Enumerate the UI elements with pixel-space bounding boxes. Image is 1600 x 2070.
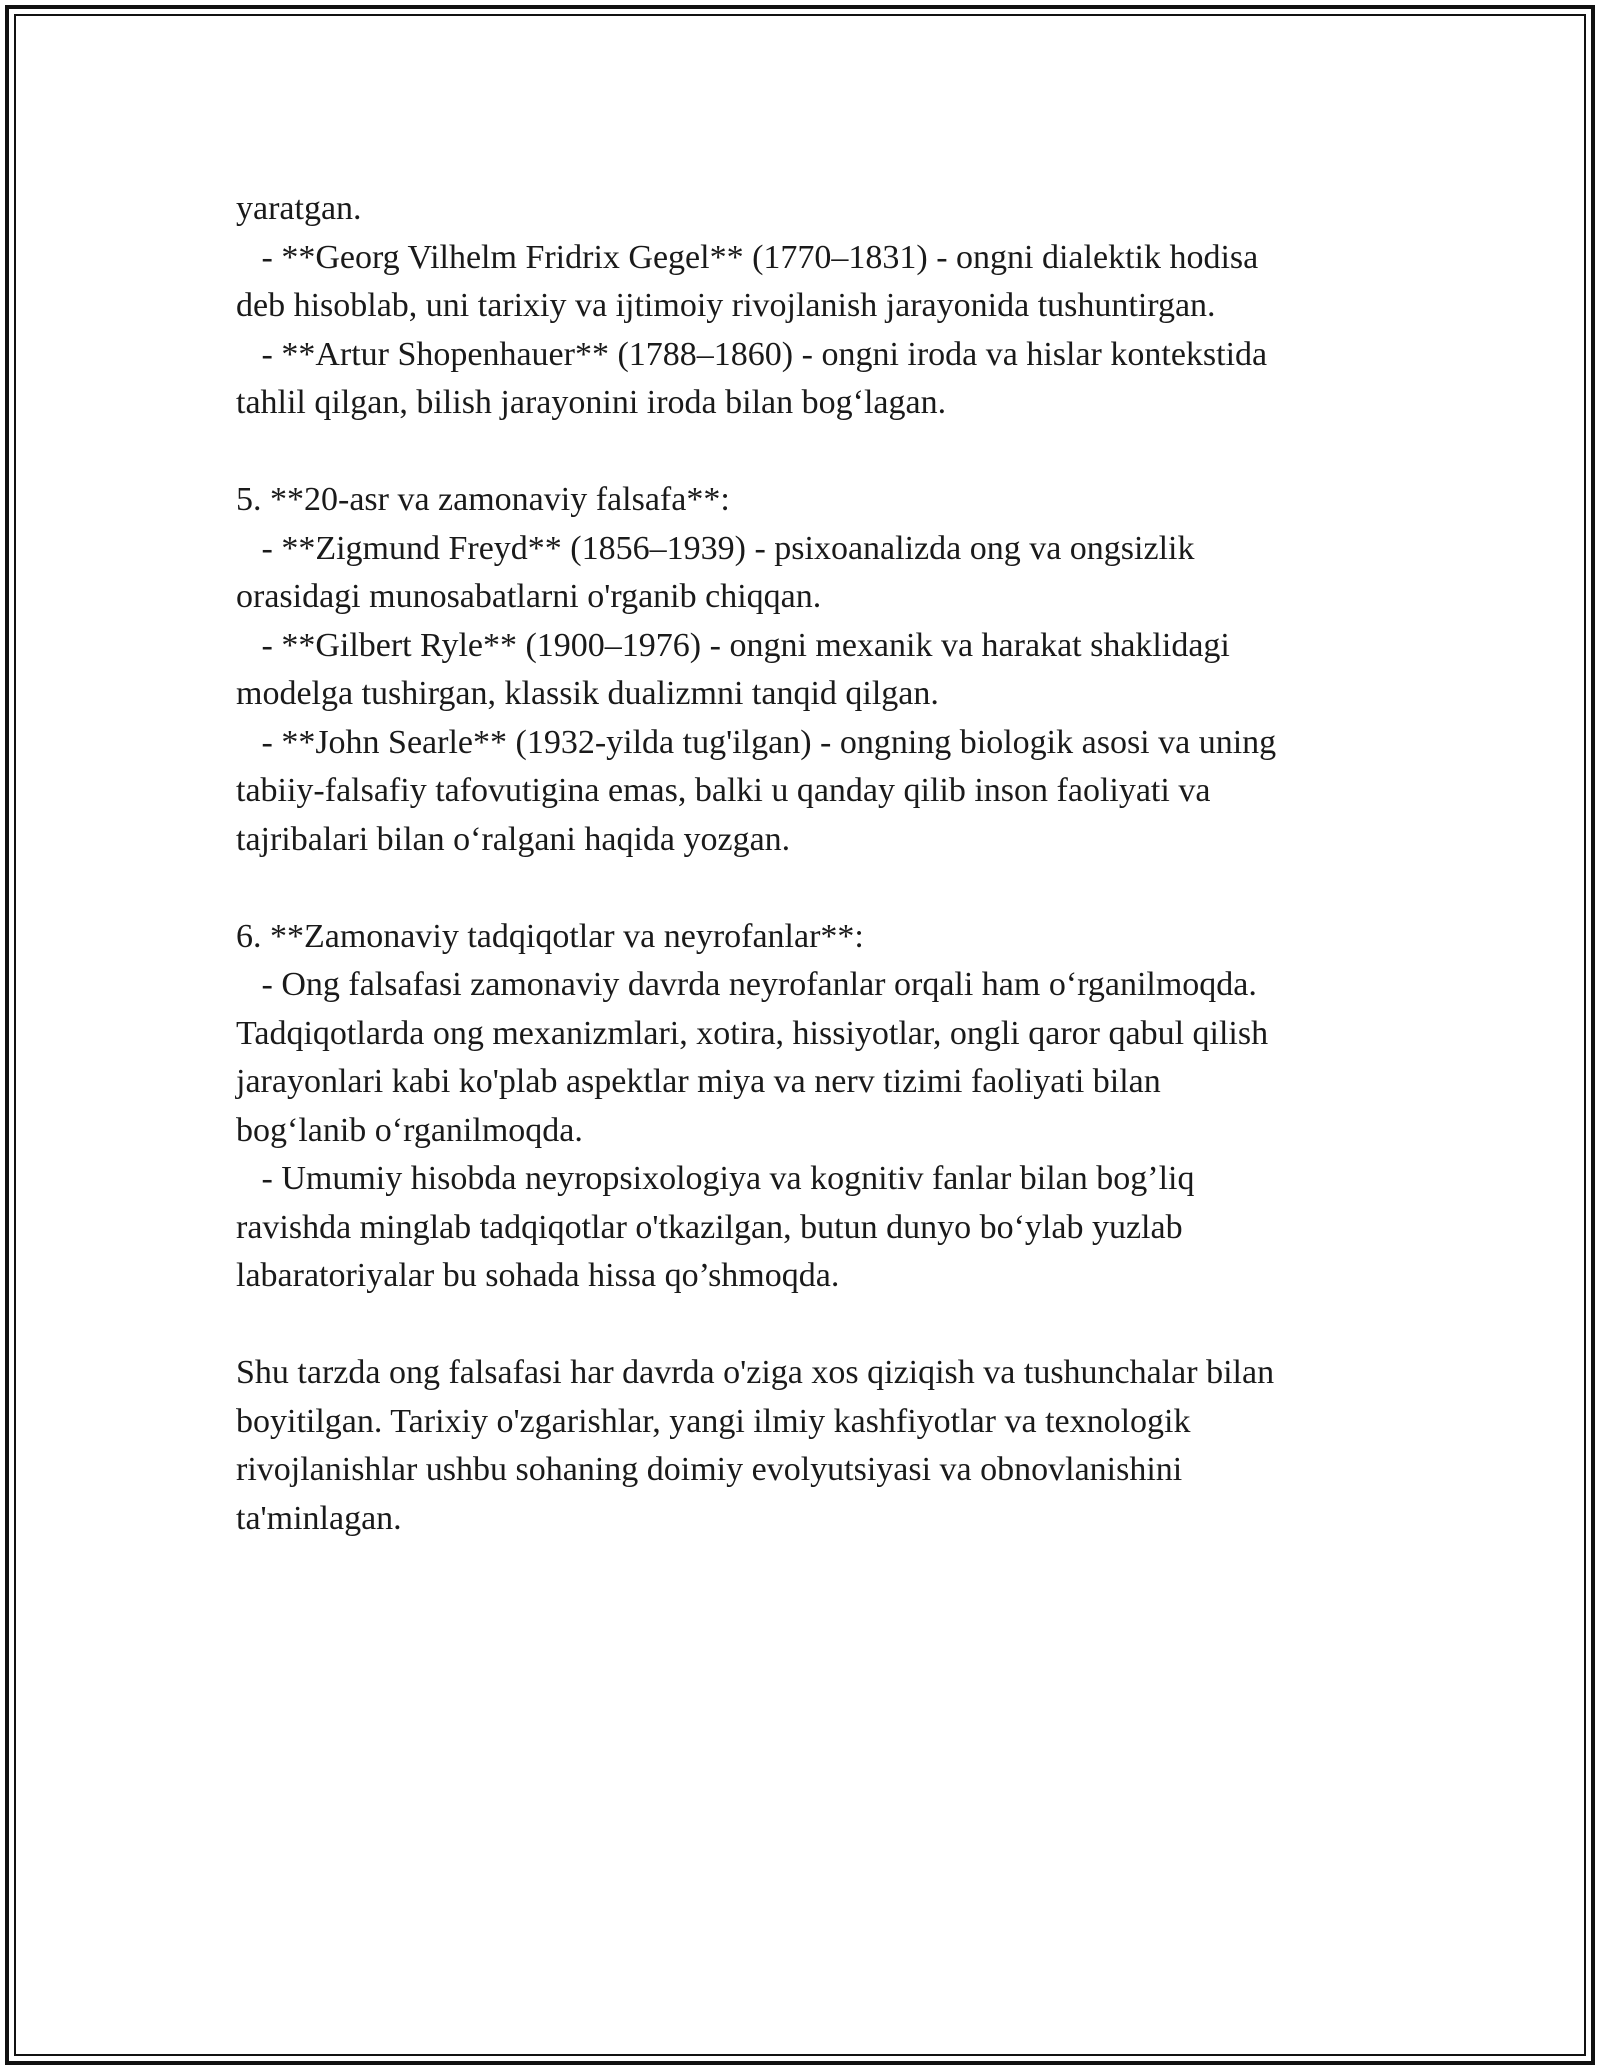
text-line: tabiiy-falsafiy tafovutigina emas, balki u qanday qilib inson faoliyati va — [236, 772, 1211, 809]
text-line: yaratgan. — [236, 190, 362, 227]
text-line: - **Georg Vilhelm Fridrix Gegel** (1770–1831) - ongni dialektik hodisa — [236, 238, 1259, 276]
text-line: orasidagi munosabatlarni o'rganib chiqqan. — [236, 578, 822, 615]
text-line: bog‘lanib o‘rganilmoqda. — [236, 1111, 583, 1149]
text-line: - **Gilbert Ryle** (1900–1976) - ongni mexanik va harakat shaklidagi — [236, 626, 1230, 664]
text-line: labaratoriyalar bu sohada hissa qo’shmoqda. — [236, 1257, 840, 1294]
section-heading: 5. **20-asr va zamonaviy falsafa**: — [236, 481, 730, 518]
text-line: tajribalari bilan o‘ralgani haqida yozgan. — [236, 820, 791, 858]
text-line: deb hisoblab, uni tarixiy va ijtimoiy rivojlanish jarayonida tushuntirgan. — [236, 287, 1216, 324]
text-line: jarayonlari kabi ko'plab aspektlar miya va nerv tizimi faoliyati bilan — [236, 1063, 1161, 1100]
text-line: ta'minlagan. — [236, 1499, 402, 1537]
text-line: - Ong falsafasi zamonaviy davrda neyrofanlar orqali ham o‘rganilmoqda. — [236, 966, 1257, 1003]
text-line: modelga tushirgan, klassik dualizmni tanqid qilgan. — [236, 675, 939, 712]
paragraph-gap — [236, 428, 1416, 477]
paragraph-gap — [236, 864, 1416, 913]
text-line: - Umumiy hisobda neyropsixologiya va kognitiv fanlar bilan bog’liq — [236, 1160, 1195, 1197]
paragraph-gap — [236, 1301, 1416, 1350]
text-line: Tadqiqotlarda ong mexanizmlari, xotira, hissiyotlar, ongli qaror qabul qilish — [236, 1014, 1269, 1052]
text-line: - **Zigmund Freyd** (1856–1939) - psixoanalizda ong va ongsizlik — [236, 529, 1195, 567]
text-line: rivojlanishlar ushbu sohaning doimiy evolyutsiyasi va obnovlanishini — [236, 1451, 1183, 1488]
text-line: Shu tarzda ong falsafasi har davrda o'ziga xos qiziqish va tushunchalar bilan — [236, 1354, 1275, 1391]
text-line: tahlil qilgan, bilish jarayonini iroda bilan bog‘lagan. — [236, 384, 947, 421]
text-line: ravishda minglab tadqiqotlar o'tkazilgan, butun dunyo bo‘ylab yuzlab — [236, 1208, 1183, 1246]
document-body — [236, 185, 1416, 1543]
text-line: boyitilgan. Tarixiy o'zgarishlar, yangi ilmiy kashfiyotlar va texnologik — [236, 1402, 1191, 1440]
text-line: - **Artur Shopenhauer** (1788–1860) - ongni iroda va hislar kontekstida — [236, 335, 1268, 373]
section-heading: 6. **Zamonaviy tadqiqotlar va neyrofanlar**: — [236, 917, 864, 955]
text-line: - **John Searle** (1932-yilda tug'ilgan) - ongning biologik asosi va uning — [236, 723, 1277, 761]
